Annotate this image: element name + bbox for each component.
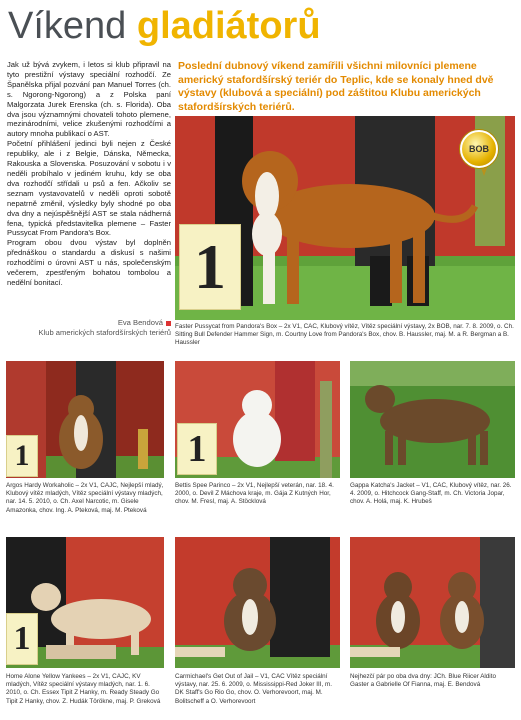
- article-column: [7, 60, 171, 288]
- title-word-1: Víkend: [8, 5, 127, 47]
- placement-card-r2a: 1: [6, 613, 38, 665]
- photo-r1a: [6, 361, 164, 478]
- photo-r1b: [175, 361, 340, 478]
- caption-r1a: Argos Hardy Workaholic – 2x V1, CAJC, Nejlepší mladý, Klubový vítěz mladých, Vítěz speciální výstavy mladých, nar. 14. 5. 2010, o. Ch. Axel Narcotic, m. Gisele Amazonka, chov. Ing. A. Pteková, maj. M. Pteková: [6, 482, 164, 514]
- caption-r2a: Home Alone Yellow Yankees – 2x V1, CAJC, KV mladých, Vítěz speciální výstavy mladých, nar. 1. 6. 2010, o. Ch. Essex Tipit Z Hanky, m. Ready Steady Go Tipit Z Hanky, chov. Z. Hudák Törökne, maj. P. Greková: [6, 673, 161, 705]
- bob-badge: BOB: [460, 130, 498, 168]
- author-name: Eva Bendová: [117, 318, 163, 327]
- dog-image-r2c: [350, 537, 515, 668]
- caption-r2c: Nejhezčí pár po oba dva dny: JCh. Blue Riicer Aldito Gaster a Gabrielle Of Fianna, maj. E. Bendová: [350, 673, 496, 689]
- caption-main: Faster Pussycat from Pandora's Box – 2x V1, CAC, Klubový vítěz, Vítěz speciální výstavy, 2x BOB, nar. 7. 8. 2009, o. Ch. Sitting Bull Defender Hammer Sign, m. Courtny Love from Pandora's Box, chov. B. Haussler, maj. M. a R. Bergman a B. Haussler: [175, 323, 514, 347]
- photo-r2b: [175, 537, 340, 668]
- page-title: [8, 4, 321, 48]
- caption-r2b: Carmichael's Get Out of Jail – V1, CAC Vítěz speciální výstavy, nar. 25. 6. 2009, o. Mississippi-Red Joker III, m. DK Staff's Go Rio Go, chov. O. Verhorevoort, maj. M. Bolitscheff a O. Verhorevoort: [175, 673, 333, 705]
- author-org: Klub amerických stafordšírských teriérů: [38, 328, 171, 337]
- lead-paragraph: Poslední dubnový víkend zamířili všichni milovníci plemene americký stafordšírský teriér do Teplic, kde se konaly hned dvě výstavy (klubová a speciální) pod záštitou Klubu amerických stafordšírských teriérů.: [178, 60, 494, 113]
- dog-image-r2b: [175, 537, 340, 668]
- bullet-icon: [166, 321, 171, 326]
- article-paragraph-1: Jak už bývá zvykem, i letos si klub připravil na tyto prestižní výstavy speciální rozhodčí. Ze Španělska přijal pozvání pan Manuel Torres (ch. s. Ngorong-Ngorong) a z Polska paní Malgorzata Jurek Erenska (ch. s. Florida). Oba dva jsou významnými chovateli tohoto plemene, mezinárodními, velice zkušenými rozhodčími a autory mnoha publikací o AST.: [7, 60, 171, 139]
- photo-r1c: [350, 361, 515, 478]
- photo-r2a: [6, 537, 164, 668]
- signature: [7, 318, 171, 338]
- placement-card-r1b: 1: [177, 423, 217, 475]
- dog-image-r1c: [350, 361, 515, 478]
- placement-card-1: 1: [179, 224, 241, 310]
- photo-r2c: [350, 537, 515, 668]
- caption-r1b: Bettis Spee Parinco – 2x V1, Nejlepší veterán, nar. 18. 4. 2000, o. Devil Z Máchova kraje, m. Gája Z Kutných Hor, chov. M. Fresl, maj. A. Stöcklová: [175, 482, 334, 506]
- title-word-2: gladiátorů: [136, 5, 321, 47]
- article-paragraph-3: Program obou dvou výstav byl doplněn přednáškou o standardu a diskusí s našimi rozhodčími o úrovni AST u nás, společenským večerem, zpestřeným bohatou tombolou a nedělní bonitací.: [7, 238, 171, 287]
- article-paragraph-2: Početní přihlášení jedinci byli nejen z České republiky, ale i z Belgie, Dánska, Německa, Rakouska a Slovenska. Posuzování v sobotu i v neděli probíhalo v jediném kruhu, kdy se oba dva rozhodčí střídali u psů a fen. Ačkoliv se seznam vystavovatelů v neděli oproti sobotě nepatrně změnil, výsledky byly shodné po oba dva dny a nejúspěšnější AST se stala nádherná fena, typická představitelka plemene – Faster Pussycat From Pandora's Box.: [7, 139, 171, 238]
- caption-r1c: Gappa Katcha's Jacket – V1, CAC, Klubový vítěz, nar. 26. 4. 2009, o. Hitchcock Gang-Staff, m. Ch. Victoria Jopar, chov. A. Holá, maj. K. Hrubeš: [350, 482, 512, 506]
- placement-card-r1a: 1: [6, 435, 38, 477]
